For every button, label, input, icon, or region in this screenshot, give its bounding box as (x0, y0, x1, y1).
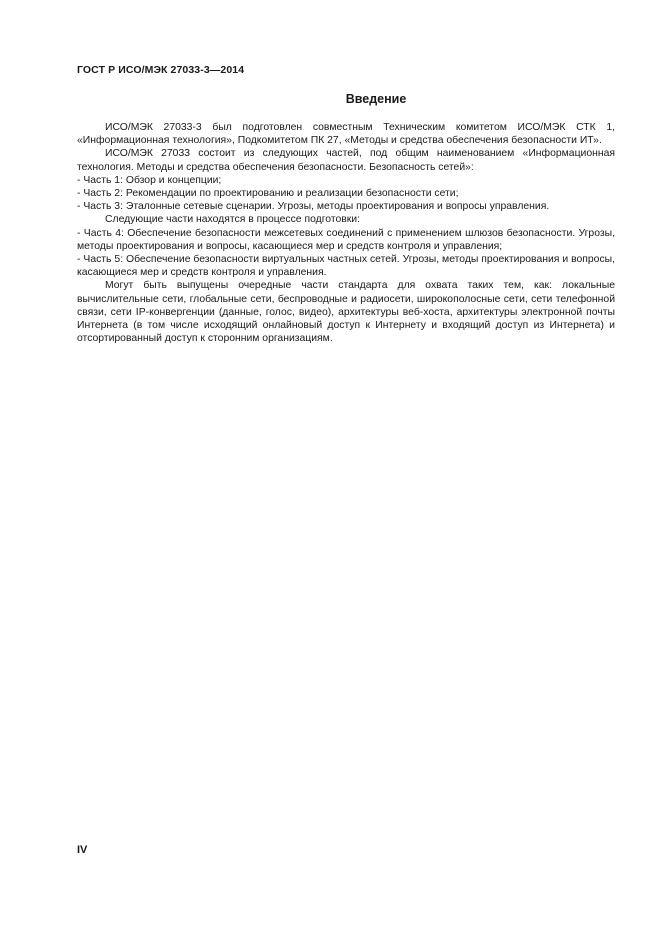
paragraph-intro: ИСО/МЭК 27033-3 был подготовлен совместным Техническим комитетом ИСО/МЭК СТК 1, «Информационная технология», Подкомитетом ПК 27, «Методы и средства обеспечения безопасности ИТ». (77, 122, 615, 147)
paragraph-parts-overview: ИСО/МЭК 27033 состоит из следующих частей, под общим наименованием «Информационная технология. Методы и средства обеспечения безопасности. Безопасность сетей»: (77, 148, 615, 173)
section-title: Введение (345, 92, 407, 106)
page-number: IV (77, 844, 88, 856)
list-item-part-2: - Часть 2: Рекомендации по проектированию и реализации безопасности сети; (77, 188, 459, 200)
page-header: ГОСТ Р ИСО/МЭК 27033-3—2014 (77, 64, 245, 76)
list-item-part-4: - Часть 4: Обеспечение безопасности межсетевых соединений с применением шлюзов безопасности. Угрозы, методы проектирования и вопросы, касающиеся мер и средств контроля и управления; (77, 227, 615, 252)
paragraph-future-parts: Могут быть выпущены очередные части стандарта для охвата таких тем, как: локальные вычислительные сети, глобальные сети, беспроводные и радиосети, широкополосные сети, сети телефонной связи, сети IP-конвергенции (данные, голос, видео), архитектуры веб-хоста, архитектуры электронной почты Интернета (в том числе исходящий онлайновый доступ к Интернету и входящий доступ из Интернета) и отсортированный доступ к сторонним организациям. (77, 280, 615, 345)
list-item-part-1: - Часть 1: Обзор и концепции; (77, 174, 222, 186)
list-item-part-3: - Часть 3: Эталонные сетевые сценарии. Угрозы, методы проектирования и вопросы управления. (77, 201, 550, 213)
list-item-part-5: - Часть 5: Обеспечение безопасности виртуальных частных сетей. Угрозы, методы проектирования и вопросы, касающиеся мер и средств контроля и управления. (77, 254, 615, 279)
paragraph-in-preparation: Следующие части находятся в процессе подготовки: (105, 214, 361, 226)
body-text (77, 121, 615, 345)
